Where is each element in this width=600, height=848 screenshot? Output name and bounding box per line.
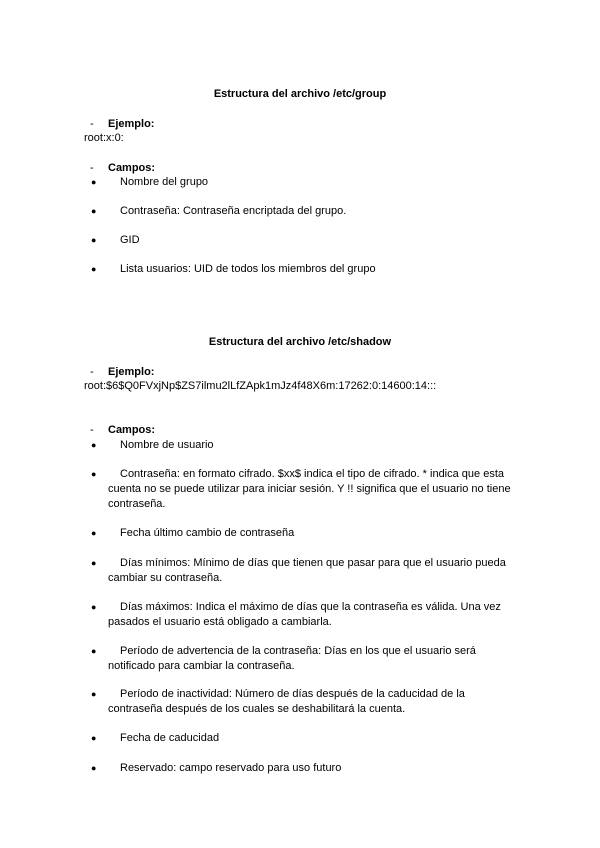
list-item-text: Contraseña: en formato cifrado. $xx$ indica el tipo de cifrado. * indica que esta cuenta no se puede utilizar para iniciar sesión. Y !! significa que el usuario no tiene contraseña. [108,468,511,510]
list-item [91,556,521,586]
bullet-icon: ● [91,440,97,450]
bullet-icon: ● [91,469,97,479]
dash-marker: - [90,424,94,436]
bullet-icon: ● [91,206,97,216]
shadow-title: Estructura del archivo /etc/shadow [208,336,392,348]
list-item-text: Días mínimos: Mínimo de días que tienen que pasar para que el usuario pueda cambiar su contraseña. [108,557,506,584]
dash-marker: - [90,162,94,174]
shadow-ejemplo-label: Ejemplo: [108,366,155,378]
bullet-icon: ● [91,733,97,743]
group-ejemplo-value: root:x:0: [84,132,124,144]
bullet-icon: ● [91,558,97,568]
shadow-ejemplo-heading [90,365,154,380]
list-item-text: Contraseña: Contraseña encriptada del grupo. [120,205,347,217]
list-item [91,761,521,776]
dash-marker: - [90,366,94,378]
list-item-text: Días máximos: Indica el máximo de días que la contraseña es válida. Una vez pasados el usuario está obligado a cambiarla. [108,601,501,628]
list-item-text: Lista usuarios: UID de todos los miembros del grupo [120,263,376,275]
group-campos-label: Campos: [108,162,156,174]
list-item-text: Fecha último cambio de contraseña [120,527,295,539]
group-ejemplo-label: Ejemplo: [108,118,155,130]
list-item [91,600,521,630]
shadow-ejemplo-value: root:$6$Q0FVxjNp$ZS7ilmu2lLfZApk1mJz4f48X6m:17262:0:14600:14::: [84,380,437,392]
list-item-text: GID [120,234,140,246]
list-item [91,687,521,717]
shadow-campos-label: Campos: [108,424,156,436]
bullet-icon: ● [91,177,97,187]
list-item-text: Nombre de usuario [120,439,214,451]
bullet-icon: ● [91,763,97,773]
bullet-icon: ● [91,235,97,245]
shadow-campos-heading [90,423,155,438]
list-item [91,526,521,541]
bullet-icon: ● [91,264,97,274]
list-item [91,731,521,746]
list-item [91,438,521,453]
list-item-text: Nombre del grupo [120,176,209,188]
list-item [91,175,521,190]
group-campos-heading [90,161,155,176]
bullet-icon: ● [91,602,97,612]
bullet-icon: ● [91,689,97,699]
list-item-text: Reservado: campo reservado para uso futuro [120,762,342,774]
bullet-icon: ● [91,646,97,656]
list-item-text: Fecha de caducidad [120,732,220,744]
list-item [91,644,521,674]
group-title: Estructura del archivo /etc/group [213,88,387,100]
dash-marker: - [90,118,94,130]
list-item [91,233,521,248]
list-item [91,204,521,219]
group-ejemplo-heading [90,117,154,132]
bullet-icon: ● [91,528,97,538]
list-item [91,262,521,277]
list-item-text: Período de advertencia de la contraseña: Días en los que el usuario será notificado para cambiar la contraseña. [108,645,476,672]
list-item [91,467,521,512]
list-item-text: Período de inactividad: Número de días después de la caducidad de la contraseña después de los cuales se deshabilitará la cuenta. [108,688,465,715]
